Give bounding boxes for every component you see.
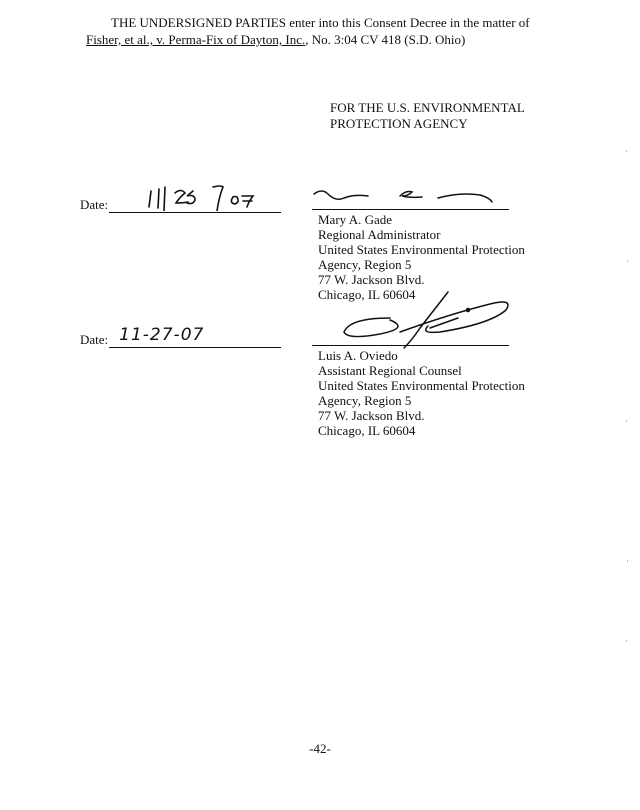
signer-agency-2: United States Environmental Protection <box>318 378 525 393</box>
scan-speck <box>626 640 627 642</box>
signature-mary-gade <box>310 182 510 210</box>
signer-name-2: Luis A. Oviedo <box>318 348 398 363</box>
intro-text-before: THE UNDERSIGNED PARTIES enter into this Consent Decree in the matter of <box>111 15 530 30</box>
signature-line-1 <box>312 209 509 210</box>
signature-line-2 <box>312 345 509 346</box>
signer-street-2: 77 W. Jackson Blvd. <box>318 408 425 423</box>
page-number: -42- <box>309 741 331 756</box>
handwritten-date-1 <box>109 181 281 211</box>
scan-speck <box>627 560 628 562</box>
signer-city-1: Chicago, IL 60604 <box>318 287 416 302</box>
scan-speck <box>626 420 627 422</box>
signer-title-1: Regional Administrator <box>318 227 441 242</box>
scan-speck <box>627 260 628 262</box>
signer-agency-1: United States Environmental Protection <box>318 242 525 257</box>
signature-block-2 <box>318 348 525 438</box>
agency-header-line-2: PROTECTION AGENCY <box>330 116 468 131</box>
date-line-2 <box>109 321 281 348</box>
signer-title-2: Assistant Regional Counsel <box>318 363 462 378</box>
handwritten-date-2: 11-27-07 <box>119 325 205 345</box>
date-label-2: Date: <box>80 332 109 347</box>
agency-header-line-1: FOR THE U.S. ENVIRONMENTAL <box>330 100 525 115</box>
date-field-2 <box>80 321 281 348</box>
intro-text-after: , No. 3:04 CV 418 (S.D. Ohio) <box>305 32 466 47</box>
signer-region-1: Agency, Region 5 <box>318 257 412 272</box>
date-field-1 <box>80 186 281 213</box>
intro-paragraph <box>86 14 556 48</box>
agency-header <box>330 100 525 132</box>
case-name: Fisher, et al., v. Perma-Fix of Dayton, Inc. <box>86 32 306 47</box>
date-line-1 <box>109 186 281 213</box>
signer-region-2: Agency, Region 5 <box>318 393 412 408</box>
date-label-1: Date: <box>80 197 109 212</box>
signer-name-1: Mary A. Gade <box>318 212 393 227</box>
signer-street-1: 77 W. Jackson Blvd. <box>318 272 425 287</box>
scan-speck <box>626 150 627 152</box>
signer-city-2: Chicago, IL 60604 <box>318 423 416 438</box>
